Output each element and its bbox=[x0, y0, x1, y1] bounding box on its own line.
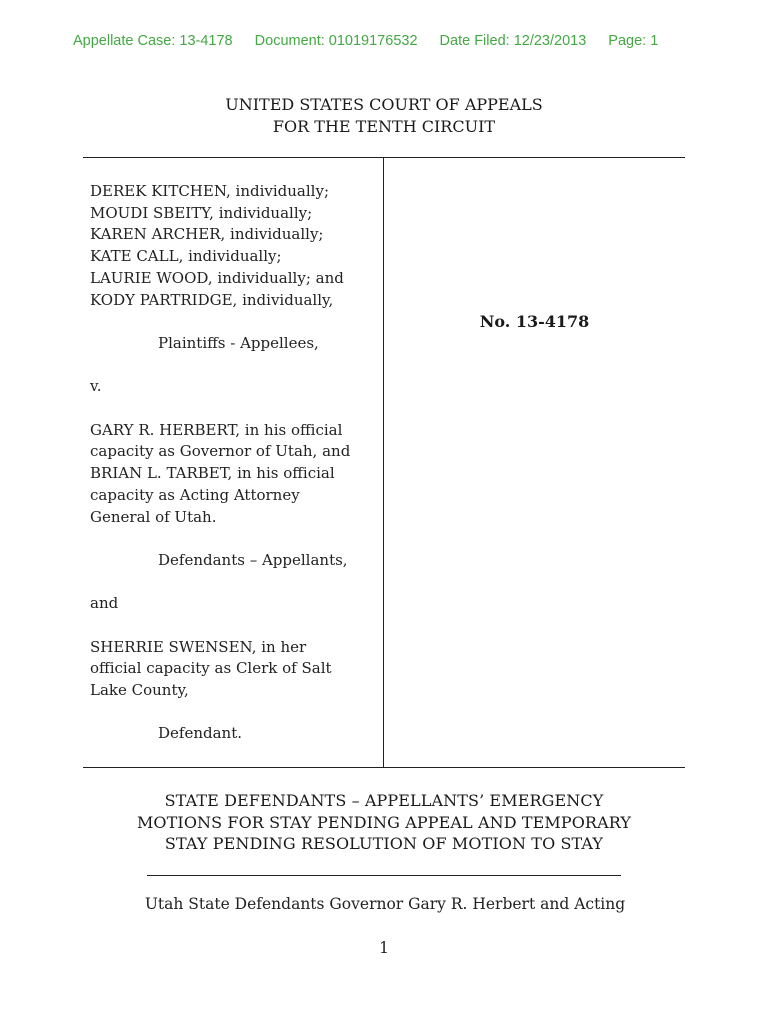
caption-divider bbox=[383, 157, 384, 767]
filing-document-number: Document: 01019176532 bbox=[254, 33, 418, 49]
plaintiff-line: DEREK KITCHEN, individually; bbox=[90, 182, 329, 200]
filing-page: Page: 1 bbox=[608, 33, 659, 49]
plaintiff-line: KAREN ARCHER, individually; bbox=[90, 225, 324, 244]
defendant-line: GARY R. HERBERT, in his official bbox=[90, 420, 343, 439]
defendant-role: Defendant. bbox=[158, 724, 242, 743]
motion-title-line-2: MOTIONS FOR STAY PENDING APPEAL AND TEMPORARY bbox=[136, 812, 632, 832]
court-title-line-1: UNITED STATES COURT OF APPEALS bbox=[225, 95, 543, 114]
motion-title-line-1: STATE DEFENDANTS – APPELLANTS’ EMERGENCY bbox=[164, 791, 604, 810]
defendant-line: capacity as Acting Attorney bbox=[90, 485, 300, 504]
defendant-line: capacity as Governor of Utah, and bbox=[90, 442, 351, 461]
caption-parties bbox=[90, 181, 382, 745]
filing-header bbox=[73, 33, 693, 49]
court-title-line-2: FOR THE TENTH CIRCUIT bbox=[272, 117, 496, 136]
plaintiffs-role: Plaintiffs - Appellees, bbox=[158, 333, 319, 352]
additional-defendant-line: Lake County, bbox=[90, 681, 189, 700]
defendants-role: Defendants – Appellants, bbox=[158, 550, 348, 569]
additional-defendant-line: official capacity as Clerk of Salt bbox=[90, 659, 332, 678]
plaintiff-line: KATE CALL, individually; bbox=[90, 247, 282, 266]
plaintiff-line: KODY PARTRIDGE, individually, bbox=[90, 290, 334, 309]
caption-top-rule bbox=[83, 157, 685, 158]
plaintiff-line: LAURIE WOOD, individually; and bbox=[90, 268, 344, 287]
plaintiff-line: MOUDI SBEITY, individually; bbox=[90, 203, 313, 222]
and-conjunction: and bbox=[90, 594, 119, 613]
case-number: No. 13-4178 bbox=[479, 312, 590, 331]
title-underline-rule bbox=[147, 875, 621, 876]
body-text: Utah State Defendants Governor Gary R. Herbert and Acting bbox=[144, 895, 626, 913]
page-number: 1 bbox=[379, 939, 389, 957]
court-title bbox=[0, 94, 768, 138]
motion-title-line-3: STAY PENDING RESOLUTION OF MOTION TO STAY bbox=[164, 834, 604, 853]
additional-defendant-line: SHERRIE SWENSEN, in her bbox=[90, 637, 307, 656]
versus: v. bbox=[90, 377, 102, 396]
filing-date: Date Filed: 12/23/2013 bbox=[439, 33, 587, 49]
filing-case-number: Appellate Case: 13-4178 bbox=[73, 33, 233, 49]
caption-bottom-rule bbox=[83, 767, 685, 768]
motion-title bbox=[0, 790, 768, 855]
defendant-line: General of Utah. bbox=[90, 507, 217, 526]
defendant-line: BRIAN L. TARBET, in his official bbox=[90, 464, 335, 483]
